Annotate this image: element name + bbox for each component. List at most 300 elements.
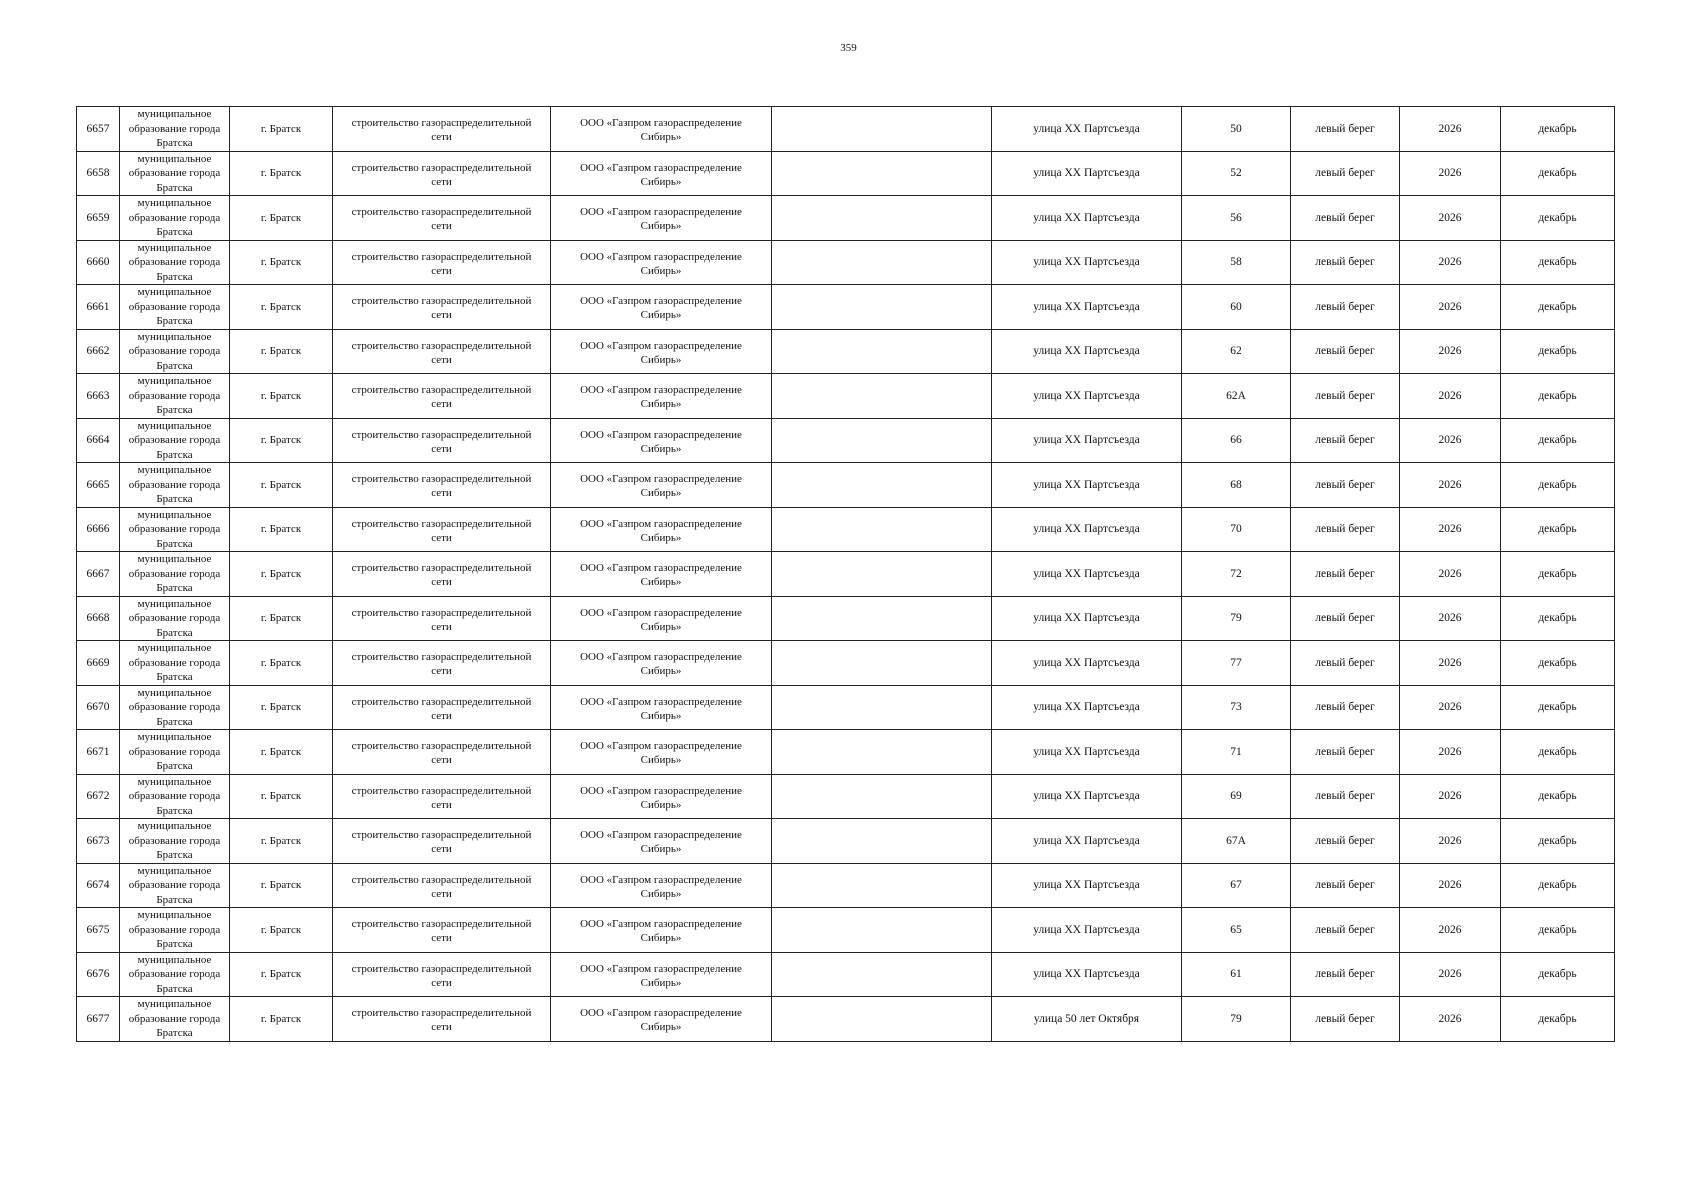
river-bank: левый берег	[1315, 167, 1375, 180]
street-cell	[992, 374, 1182, 419]
work-type-cell	[333, 196, 551, 241]
city-cell	[230, 596, 333, 641]
empty-cell	[772, 997, 992, 1042]
year: 2026	[1438, 879, 1462, 892]
year-cell	[1400, 908, 1501, 953]
work-type-line-1: строительство газораспределительной	[351, 117, 532, 129]
row-number-cell	[77, 685, 120, 730]
table-row	[77, 819, 1615, 864]
organization-line-1: ООО «Газпром газораспределение	[580, 740, 742, 752]
house-number-cell	[1182, 285, 1291, 330]
street-cell	[992, 240, 1182, 285]
organization-line-1: ООО «Газпром газораспределение	[580, 784, 742, 797]
house-number: 56	[1230, 211, 1242, 224]
row-number: 6666	[86, 523, 110, 536]
page-number: 359	[840, 42, 857, 54]
month-cell	[1501, 107, 1615, 152]
work-type-line-2: сети	[431, 665, 452, 677]
year-cell	[1400, 997, 1501, 1042]
municipality-line-2: образование города	[128, 389, 221, 402]
street: улица XX Партсъезда	[1033, 167, 1140, 180]
work-type-line-2: сети	[431, 442, 452, 455]
work-type-line-2: сети	[431, 576, 452, 588]
river-bank: левый берег	[1315, 122, 1375, 135]
street: улица XX Партсъезда	[1033, 656, 1140, 669]
organization-cell	[551, 552, 772, 597]
work-type-line-2: сети	[431, 843, 452, 855]
municipality-line-3: Братска	[156, 315, 193, 327]
municipality-line-3: Братска	[156, 537, 193, 550]
organization-line-1: ООО «Газпром газораспределение	[580, 695, 742, 708]
organization-line-2: Сибирь»	[640, 887, 682, 900]
municipality-cell	[120, 685, 230, 730]
work-type-cell	[333, 285, 551, 330]
empty-cell	[772, 819, 992, 864]
city: г. Братск	[260, 345, 302, 358]
organization-line-1: ООО «Газпром газораспределение	[580, 295, 742, 307]
municipality-line-2: образование города	[128, 968, 221, 980]
municipality-line-3: Братска	[156, 1027, 193, 1039]
empty-cell	[772, 641, 992, 686]
work-type-line-1: строительство газораспределительной	[351, 339, 532, 352]
year-cell	[1400, 552, 1501, 597]
municipality-cell	[120, 463, 230, 508]
street: улица XX Партсъезда	[1033, 300, 1140, 313]
street-cell	[992, 641, 1182, 686]
table-row	[77, 196, 1615, 241]
municipality-line-1: муниципальное	[137, 152, 212, 165]
municipality-line-1: муниципальное	[137, 864, 212, 877]
street-cell	[992, 863, 1182, 908]
river-bank: левый берег	[1315, 745, 1375, 758]
river-bank: левый берег	[1315, 345, 1375, 358]
city: г. Братск	[260, 523, 302, 536]
row-number-cell	[77, 552, 120, 597]
street-cell	[992, 196, 1182, 241]
municipality-line-1: муниципальное	[137, 686, 212, 699]
row-number-cell	[77, 240, 120, 285]
row-number: 6657	[86, 122, 110, 135]
work-type-line-1: строительство газораспределительной	[351, 695, 532, 708]
river-bank: левый берег	[1315, 834, 1375, 847]
river-bank-cell	[1291, 952, 1400, 997]
municipality-line-2: образование города	[128, 300, 221, 313]
month-cell	[1501, 774, 1615, 819]
work-type-cell	[333, 463, 551, 508]
month: декабрь	[1538, 256, 1577, 269]
street: улица XX Партсъезда	[1033, 879, 1140, 892]
organization-line-1: ООО «Газпром газораспределение	[580, 473, 742, 485]
municipality-line-1: муниципальное	[137, 508, 212, 521]
organization-line-2: Сибирь»	[640, 220, 682, 232]
work-type-cell	[333, 863, 551, 908]
gas-network-table	[76, 106, 1615, 1042]
municipality-line-3: Братска	[156, 448, 193, 461]
month-cell	[1501, 329, 1615, 374]
municipality-cell	[120, 507, 230, 552]
municipality-line-3: Братска	[156, 359, 193, 372]
work-type-line-1: строительство газораспределительной	[351, 473, 532, 485]
city: г. Братск	[260, 923, 302, 936]
row-number-cell	[77, 863, 120, 908]
river-bank-cell	[1291, 596, 1400, 641]
street: улица XX Партсъезда	[1033, 567, 1140, 580]
organization-line-2: Сибирь»	[640, 620, 682, 633]
house-number: 66	[1230, 434, 1242, 447]
table-row	[77, 285, 1615, 330]
river-bank-cell	[1291, 240, 1400, 285]
river-bank-cell	[1291, 196, 1400, 241]
house-number: 62А	[1226, 389, 1246, 402]
river-bank: левый берег	[1315, 879, 1375, 892]
month-cell	[1501, 151, 1615, 196]
empty-cell	[772, 374, 992, 419]
municipality-cell	[120, 819, 230, 864]
row-number: 6676	[86, 968, 110, 981]
municipality-line-3: Братска	[156, 715, 193, 728]
house-number: 50	[1230, 122, 1242, 135]
work-type-line-1: строительство газораспределительной	[351, 829, 532, 841]
city: г. Братск	[260, 167, 302, 180]
table-row	[77, 952, 1615, 997]
river-bank: левый берег	[1315, 790, 1375, 803]
work-type-line-2: сети	[431, 309, 452, 321]
year: 2026	[1438, 256, 1462, 269]
street: улица XX Партсъезда	[1033, 834, 1140, 847]
organization-line-1: ООО «Газпром газораспределение	[580, 384, 742, 396]
month: декабрь	[1538, 567, 1577, 580]
work-type-line-2: сети	[431, 976, 452, 989]
month: декабрь	[1538, 1012, 1577, 1025]
street: улица XX Партсъезда	[1033, 256, 1140, 269]
table-row	[77, 730, 1615, 775]
work-type-line-1: строительство газораспределительной	[351, 517, 532, 530]
municipality-line-1: муниципальное	[137, 820, 212, 832]
house-number-cell	[1182, 596, 1291, 641]
row-number-cell	[77, 285, 120, 330]
river-bank-cell	[1291, 863, 1400, 908]
empty-cell	[772, 285, 992, 330]
table-row	[77, 774, 1615, 819]
organization-cell	[551, 374, 772, 419]
river-bank-cell	[1291, 685, 1400, 730]
municipality-line-2: образование города	[128, 1012, 221, 1025]
municipality-cell	[120, 908, 230, 953]
row-number: 6663	[86, 389, 110, 402]
city: г. Братск	[260, 968, 302, 981]
work-type-line-2: сети	[431, 398, 452, 410]
month-cell	[1501, 863, 1615, 908]
year: 2026	[1438, 389, 1462, 402]
municipality-line-3: Братска	[156, 226, 193, 238]
organization-line-2: Сибирь»	[640, 398, 682, 410]
work-type-line-2: сети	[431, 754, 452, 766]
municipality-line-2: образование города	[128, 345, 221, 357]
house-number: 79	[1230, 612, 1242, 625]
organization-line-2: Сибирь»	[640, 798, 682, 811]
organization-cell	[551, 641, 772, 686]
organization-line-2: Сибирь»	[640, 487, 682, 499]
house-number: 68	[1230, 478, 1242, 491]
municipality-line-3: Братска	[156, 893, 193, 906]
year: 2026	[1438, 1012, 1462, 1025]
municipality-line-2: образование города	[128, 523, 221, 535]
row-number-cell	[77, 730, 120, 775]
row-number-cell	[77, 196, 120, 241]
row-number: 6664	[86, 434, 110, 447]
work-type-cell	[333, 240, 551, 285]
table-row	[77, 863, 1615, 908]
work-type-line-1: строительство газораспределительной	[351, 740, 532, 752]
month: декабрь	[1538, 701, 1577, 714]
month-cell	[1501, 374, 1615, 419]
municipality-line-3: Братска	[156, 626, 193, 639]
city: г. Братск	[260, 1012, 302, 1025]
house-number: 65	[1230, 923, 1242, 936]
organization-line-1: ООО «Газпром газораспределение	[580, 206, 742, 218]
organization-cell	[551, 507, 772, 552]
city-cell	[230, 151, 333, 196]
row-number: 6667	[86, 567, 110, 580]
municipality-line-2: образование города	[128, 256, 221, 268]
year: 2026	[1438, 345, 1462, 358]
street-cell	[992, 596, 1182, 641]
organization-line-1: ООО «Газпром газораспределение	[580, 250, 742, 263]
year-cell	[1400, 952, 1501, 997]
city-cell	[230, 285, 333, 330]
river-bank-cell	[1291, 151, 1400, 196]
organization-line-2: Сибирь»	[640, 442, 682, 455]
year: 2026	[1438, 834, 1462, 847]
city: г. Братск	[260, 879, 302, 892]
month-cell	[1501, 997, 1615, 1042]
row-number: 6672	[86, 790, 110, 803]
organization-cell	[551, 908, 772, 953]
organization-cell	[551, 463, 772, 508]
work-type-cell	[333, 151, 551, 196]
municipality-line-2: образование города	[128, 834, 221, 847]
work-type-line-1: строительство газораспределительной	[351, 161, 532, 174]
street: улица XX Партсъезда	[1033, 478, 1140, 491]
street-cell	[992, 507, 1182, 552]
municipality-line-2: образование города	[128, 211, 221, 224]
work-type-line-1: строительство газораспределительной	[351, 651, 532, 663]
municipality-cell	[120, 151, 230, 196]
river-bank: левый берег	[1315, 523, 1375, 536]
month-cell	[1501, 418, 1615, 463]
municipality-line-3: Братска	[156, 137, 193, 149]
year: 2026	[1438, 923, 1462, 936]
row-number: 6661	[86, 300, 110, 313]
organization-line-2: Сибирь»	[640, 531, 682, 544]
house-number: 69	[1230, 790, 1242, 803]
organization-line-2: Сибирь»	[640, 353, 682, 366]
municipality-line-3: Братска	[156, 849, 193, 861]
house-number: 58	[1230, 256, 1242, 269]
row-number: 6673	[86, 834, 110, 847]
municipality-line-2: образование города	[128, 790, 221, 802]
row-number: 6665	[86, 478, 110, 491]
house-number-cell	[1182, 774, 1291, 819]
year: 2026	[1438, 167, 1462, 180]
row-number: 6662	[86, 345, 110, 358]
street-cell	[992, 819, 1182, 864]
table-row	[77, 151, 1615, 196]
municipality-line-2: образование города	[128, 656, 221, 669]
table-row	[77, 552, 1615, 597]
river-bank-cell	[1291, 997, 1400, 1042]
row-number: 6660	[86, 256, 110, 269]
house-number-cell	[1182, 329, 1291, 374]
municipality-cell	[120, 641, 230, 686]
street: улица XX Партсъезда	[1033, 345, 1140, 358]
municipality-line-2: образование города	[128, 122, 221, 135]
house-number: 70	[1230, 523, 1242, 536]
street-cell	[992, 107, 1182, 152]
city: г. Братск	[260, 389, 302, 402]
municipality-line-1: муниципальное	[137, 731, 212, 743]
municipality-line-1: муниципальное	[137, 419, 212, 432]
city: г. Братск	[260, 567, 302, 580]
work-type-line-2: сети	[431, 1021, 452, 1033]
municipality-line-3: Братска	[156, 404, 193, 416]
river-bank: левый берег	[1315, 478, 1375, 491]
municipality-line-1: муниципальное	[137, 775, 212, 788]
organization-line-2: Сибирь»	[640, 264, 682, 277]
city-cell	[230, 240, 333, 285]
house-number: 72	[1230, 567, 1242, 580]
city-cell	[230, 685, 333, 730]
row-number: 6658	[86, 167, 110, 180]
street-cell	[992, 285, 1182, 330]
row-number: 6659	[86, 211, 110, 224]
house-number-cell	[1182, 107, 1291, 152]
river-bank: левый берег	[1315, 567, 1375, 580]
month: декабрь	[1538, 879, 1577, 892]
year-cell	[1400, 730, 1501, 775]
street: улица XX Партсъезда	[1033, 389, 1140, 402]
municipality-cell	[120, 952, 230, 997]
street-cell	[992, 730, 1182, 775]
house-number-cell	[1182, 463, 1291, 508]
city: г. Братск	[260, 701, 302, 714]
table-row	[77, 685, 1615, 730]
municipality-line-2: образование города	[128, 745, 221, 758]
street-cell	[992, 463, 1182, 508]
row-number: 6669	[86, 656, 110, 669]
work-type-cell	[333, 952, 551, 997]
organization-cell	[551, 685, 772, 730]
row-number-cell	[77, 374, 120, 419]
municipality-line-3: Братска	[156, 982, 193, 995]
municipality-line-2: образование города	[128, 879, 221, 891]
city-cell	[230, 774, 333, 819]
municipality-cell	[120, 863, 230, 908]
work-type-line-2: сети	[431, 131, 452, 143]
municipality-line-3: Братска	[156, 181, 193, 194]
month-cell	[1501, 285, 1615, 330]
row-number-cell	[77, 107, 120, 152]
table-row	[77, 329, 1615, 374]
year-cell	[1400, 418, 1501, 463]
work-type-line-2: сети	[431, 620, 452, 633]
municipality-line-2: образование города	[128, 434, 221, 446]
street: улица XX Партсъезда	[1033, 523, 1140, 536]
street: улица XX Партсъезда	[1033, 211, 1140, 224]
empty-cell	[772, 730, 992, 775]
street-cell	[992, 418, 1182, 463]
organization-cell	[551, 240, 772, 285]
month-cell	[1501, 641, 1615, 686]
work-type-cell	[333, 774, 551, 819]
municipality-line-3: Братска	[156, 270, 193, 283]
river-bank-cell	[1291, 463, 1400, 508]
table-row	[77, 240, 1615, 285]
organization-line-1: ООО «Газпром газораспределение	[580, 606, 742, 619]
city: г. Братск	[260, 211, 302, 224]
organization-line-1: ООО «Газпром газораспределение	[580, 873, 742, 886]
month: декабрь	[1538, 968, 1577, 981]
organization-line-2: Сибирь»	[640, 976, 682, 989]
year-cell	[1400, 774, 1501, 819]
house-number-cell	[1182, 908, 1291, 953]
year: 2026	[1438, 434, 1462, 447]
row-number-cell	[77, 819, 120, 864]
month: декабрь	[1538, 656, 1577, 669]
empty-cell	[772, 685, 992, 730]
year: 2026	[1438, 523, 1462, 536]
organization-cell	[551, 596, 772, 641]
city: г. Братск	[260, 790, 302, 803]
month: декабрь	[1538, 167, 1577, 180]
work-type-line-2: сети	[431, 887, 452, 900]
river-bank-cell	[1291, 552, 1400, 597]
municipality-line-1: муниципальное	[137, 197, 212, 209]
city-cell	[230, 374, 333, 419]
empty-cell	[772, 774, 992, 819]
municipality-cell	[120, 285, 230, 330]
work-type-cell	[333, 374, 551, 419]
month: декабрь	[1538, 923, 1577, 936]
house-number: 61	[1230, 968, 1242, 981]
house-number-cell	[1182, 151, 1291, 196]
year-cell	[1400, 107, 1501, 152]
river-bank-cell	[1291, 908, 1400, 953]
month-cell	[1501, 730, 1615, 775]
city-cell	[230, 819, 333, 864]
month-cell	[1501, 196, 1615, 241]
municipality-line-3: Братска	[156, 582, 193, 594]
municipality-line-2: образование города	[128, 167, 221, 179]
municipality-line-2: образование города	[128, 701, 221, 713]
organization-line-2: Сибирь»	[640, 709, 682, 722]
empty-cell	[772, 863, 992, 908]
house-number-cell	[1182, 196, 1291, 241]
month: декабрь	[1538, 211, 1577, 224]
year-cell	[1400, 196, 1501, 241]
house-number-cell	[1182, 507, 1291, 552]
street-cell	[992, 685, 1182, 730]
municipality-cell	[120, 107, 230, 152]
month: декабрь	[1538, 612, 1577, 625]
municipality-line-1: муниципальное	[137, 330, 212, 343]
city: г. Братск	[260, 256, 302, 269]
row-number-cell	[77, 641, 120, 686]
house-number-cell	[1182, 952, 1291, 997]
organization-cell	[551, 819, 772, 864]
empty-cell	[772, 329, 992, 374]
street: улица XX Партсъезда	[1033, 122, 1140, 135]
